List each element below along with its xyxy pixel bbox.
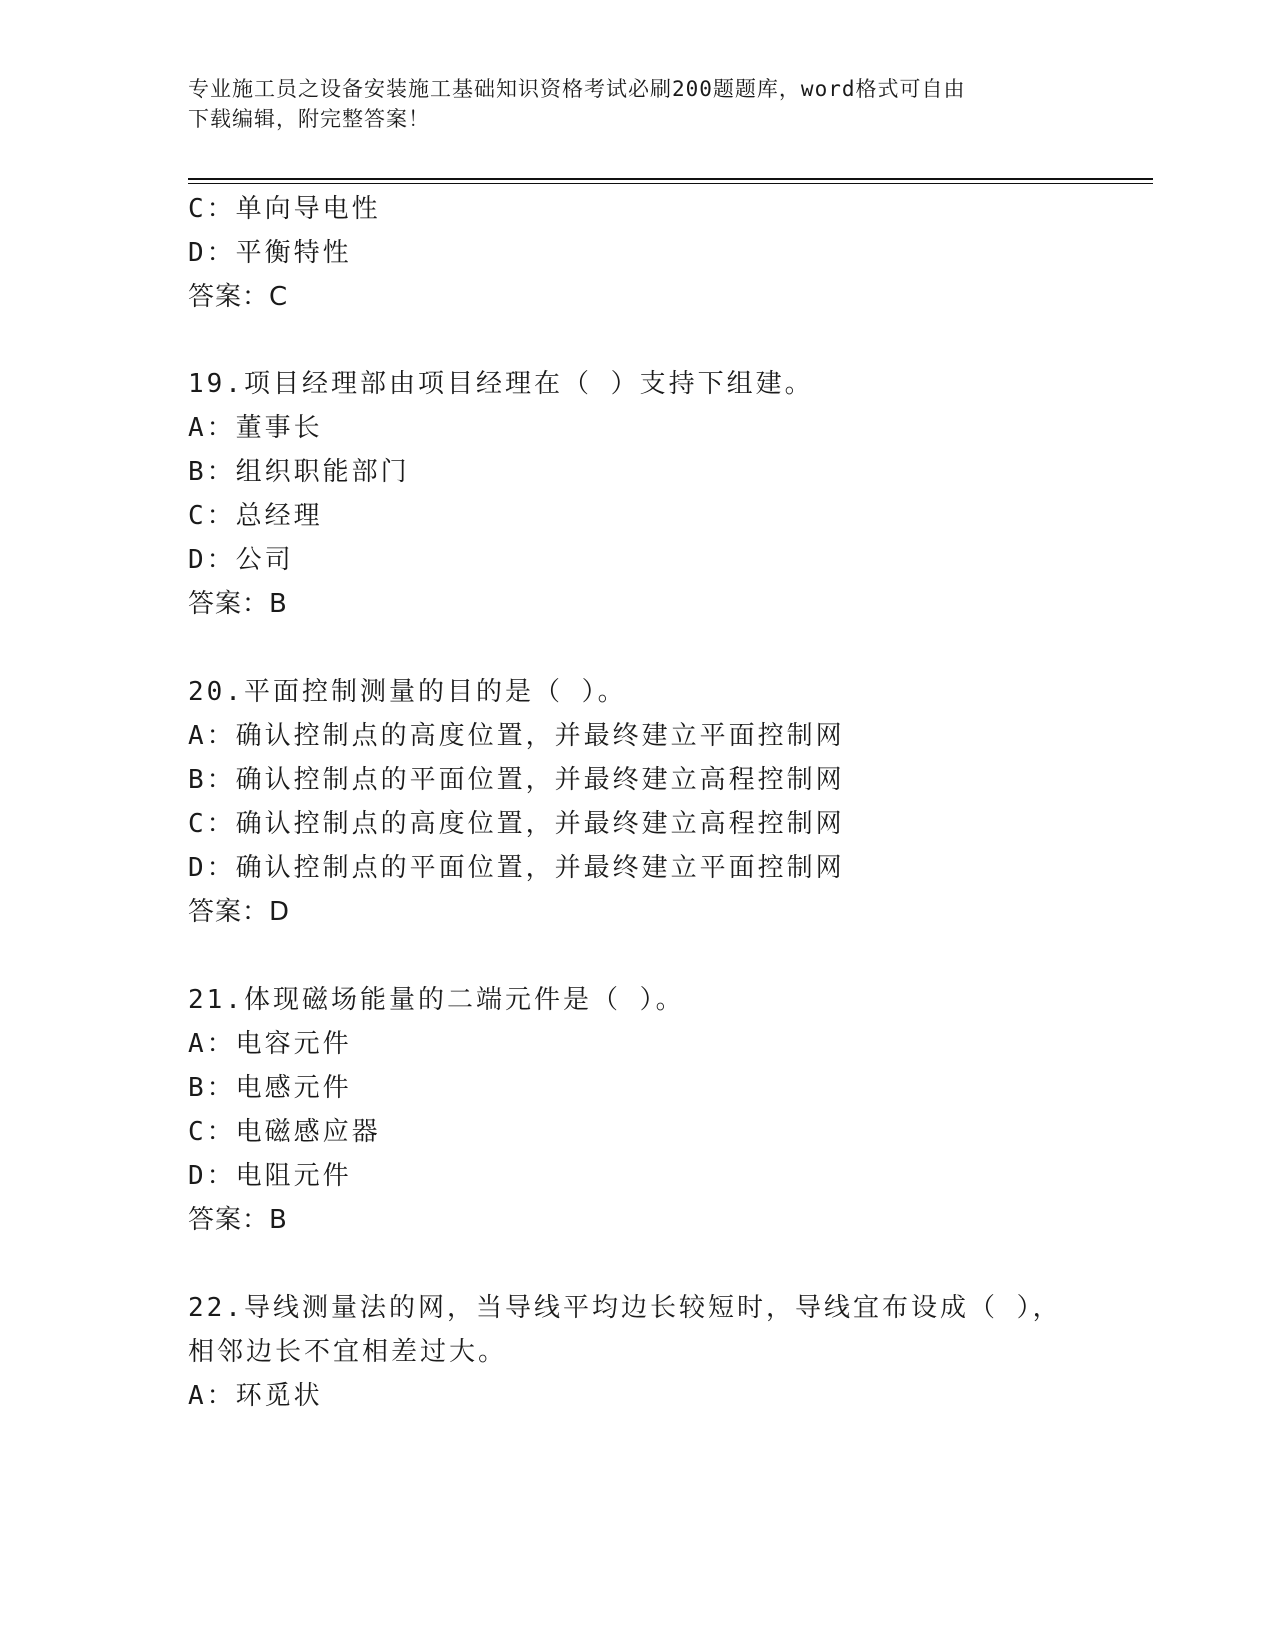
header-divider-thin <box>188 183 1153 184</box>
q20-option-a: A：确认控制点的高度位置，并最终建立平面控制网 <box>188 721 845 751</box>
q18-option-d: D：平衡特性 <box>188 238 352 268</box>
q19-option-d: D：公司 <box>188 545 294 575</box>
header-line-1: 专业施工员之设备安装施工基础知识资格考试必刷200题题库，word格式可自由 <box>188 77 966 101</box>
q19-option-b: B：组织职能部门 <box>188 457 410 487</box>
q18-option-c: C：单向导电性 <box>188 194 381 224</box>
q18-answer: 答案：C <box>188 282 289 312</box>
q20-answer: 答案：D <box>188 897 291 927</box>
q21-question: 21.体现磁场能量的二端元件是（ ）。 <box>188 985 685 1015</box>
header-line-2: 下载编辑，附完整答案！ <box>188 107 430 131</box>
q21-option-a: A：电容元件 <box>188 1029 352 1059</box>
q21-option-c: C：电磁感应器 <box>188 1117 381 1147</box>
q20-option-d: D：确认控制点的平面位置，并最终建立平面控制网 <box>188 853 845 883</box>
q22-question-line-2: 相邻边长不宜相差过大。 <box>188 1337 508 1367</box>
q21-option-d: D：电阻元件 <box>188 1161 352 1191</box>
header-divider-thick <box>188 178 1153 180</box>
q19-answer: 答案：B <box>188 589 288 619</box>
q22-option-a: A：环觅状 <box>188 1381 323 1411</box>
q20-option-c: C：确认控制点的高度位置，并最终建立高程控制网 <box>188 809 845 839</box>
q21-answer: 答案：B <box>188 1205 288 1235</box>
q20-option-b: B：确认控制点的平面位置，并最终建立高程控制网 <box>188 765 845 795</box>
q19-option-a: A：董事长 <box>188 413 323 443</box>
q20-question: 20.平面控制测量的目的是（ ）。 <box>188 677 627 707</box>
q21-option-b: B：电感元件 <box>188 1073 352 1103</box>
q19-option-c: C：总经理 <box>188 501 323 531</box>
q19-question: 19.项目经理部由项目经理在（ ）支持下组建。 <box>188 369 814 399</box>
document-header <box>188 74 1088 134</box>
q22-question-line-1: 22.导线测量法的网，当导线平均边长较短时，导线宜布设成（ ）， <box>188 1293 1062 1323</box>
